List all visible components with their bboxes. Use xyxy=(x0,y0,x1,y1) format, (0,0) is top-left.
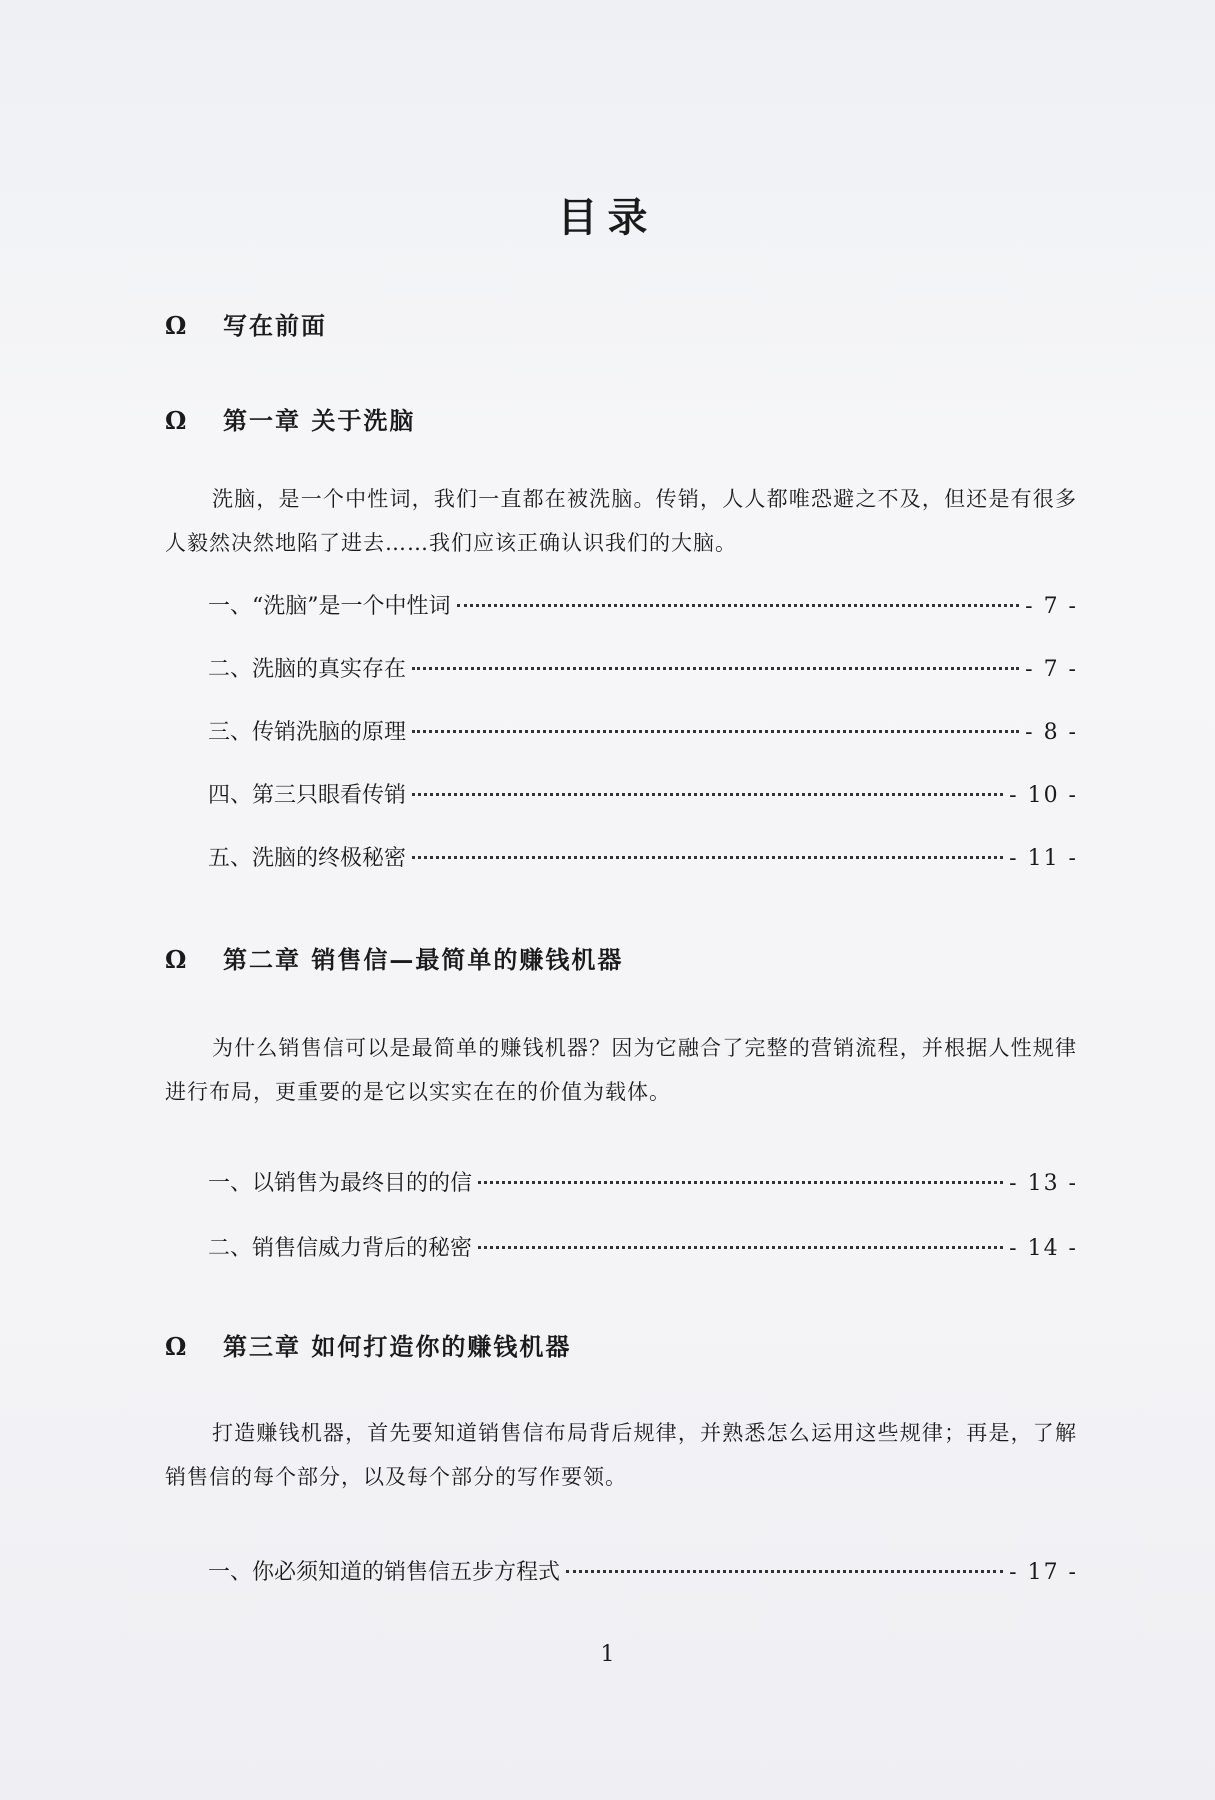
section-heading-chapter-2 xyxy=(165,940,623,975)
page-title: 目录 xyxy=(557,194,658,241)
dot-leader xyxy=(412,667,1019,670)
toc-entry[interactable] xyxy=(208,778,1078,808)
dot-leader xyxy=(412,793,1003,796)
toc-entry[interactable] xyxy=(208,1555,1078,1585)
toc-entry-label: 一、“洗脑”是一个中性词 xyxy=(208,594,451,619)
omega-icon: Ω xyxy=(165,1332,189,1361)
section-heading-text: 写在前面 xyxy=(223,311,327,340)
chapter-2-description: 为什么销售信可以是最简单的赚钱机器？因为它融合了完整的营销流程，并根据人性规律进行布局，更重要的是它以实实在在的价值为载体。 xyxy=(165,1036,1077,1104)
toc-entry-page: - 10 - xyxy=(1009,783,1078,808)
omega-icon: Ω xyxy=(165,406,189,435)
toc-entry-label: 二、销售信威力背后的秘密 xyxy=(208,1236,473,1261)
page-number: 1 xyxy=(600,1642,615,1667)
section-heading-text: 第三章 如何打造你的赚钱机器 xyxy=(223,1332,572,1361)
toc-entry[interactable] xyxy=(208,1166,1078,1196)
dot-leader xyxy=(478,1246,1003,1249)
toc-entry-page: - 11 - xyxy=(1009,846,1078,871)
chapter-3-description: 打造赚钱机器，首先要知道销售信布局背后规律，并熟悉怎么运用这些规律；再是，了解销售信的每个部分，以及每个部分的写作要领。 xyxy=(165,1421,1077,1489)
toc-entry-page: - 13 - xyxy=(1009,1171,1078,1196)
toc-entry-page: - 7 - xyxy=(1025,657,1078,682)
toc-entry[interactable] xyxy=(208,841,1078,871)
toc-entry-label: 一、以销售为最终目的的信 xyxy=(208,1171,473,1196)
section-heading-chapter-3 xyxy=(165,1327,571,1362)
toc-entry-label: 三、传销洗脑的原理 xyxy=(208,720,407,745)
section-heading-text: 第一章 关于洗脑 xyxy=(223,406,416,435)
omega-icon: Ω xyxy=(165,945,189,974)
chapter-1-description: 洗脑，是一个中性词，我们一直都在被洗脑。传销，人人都唯恐避之不及，但还是有很多人毅然决然地陷了进去……我们应该正确认识我们的大脑。 xyxy=(165,487,1077,555)
section-heading-chapter-1 xyxy=(165,401,415,436)
toc-entry-page: - 7 - xyxy=(1025,594,1078,619)
toc-entry-label: 二、洗脑的真实存在 xyxy=(208,657,407,682)
toc-entry-page: - 17 - xyxy=(1009,1560,1078,1585)
omega-icon: Ω xyxy=(165,311,189,340)
toc-entry[interactable] xyxy=(208,652,1078,682)
dot-leader xyxy=(412,856,1003,859)
dot-leader xyxy=(478,1181,1003,1184)
toc-entry[interactable] xyxy=(208,1231,1078,1261)
toc-entry[interactable] xyxy=(208,715,1078,745)
dot-leader xyxy=(412,730,1019,733)
section-heading-preface xyxy=(165,306,327,341)
toc-entry-page: - 14 - xyxy=(1009,1236,1078,1261)
toc-entry-label: 一、你必须知道的销售信五步方程式 xyxy=(208,1560,561,1585)
section-heading-text: 第二章 销售信—最简单的赚钱机器 xyxy=(223,945,624,974)
toc-entry[interactable] xyxy=(208,589,1078,619)
toc-entry-label: 四、第三只眼看传销 xyxy=(208,783,407,808)
dot-leader xyxy=(566,1570,1003,1573)
dot-leader xyxy=(457,604,1020,607)
toc-entry-label: 五、洗脑的终极秘密 xyxy=(208,846,407,871)
toc-entry-page: - 8 - xyxy=(1025,720,1078,745)
